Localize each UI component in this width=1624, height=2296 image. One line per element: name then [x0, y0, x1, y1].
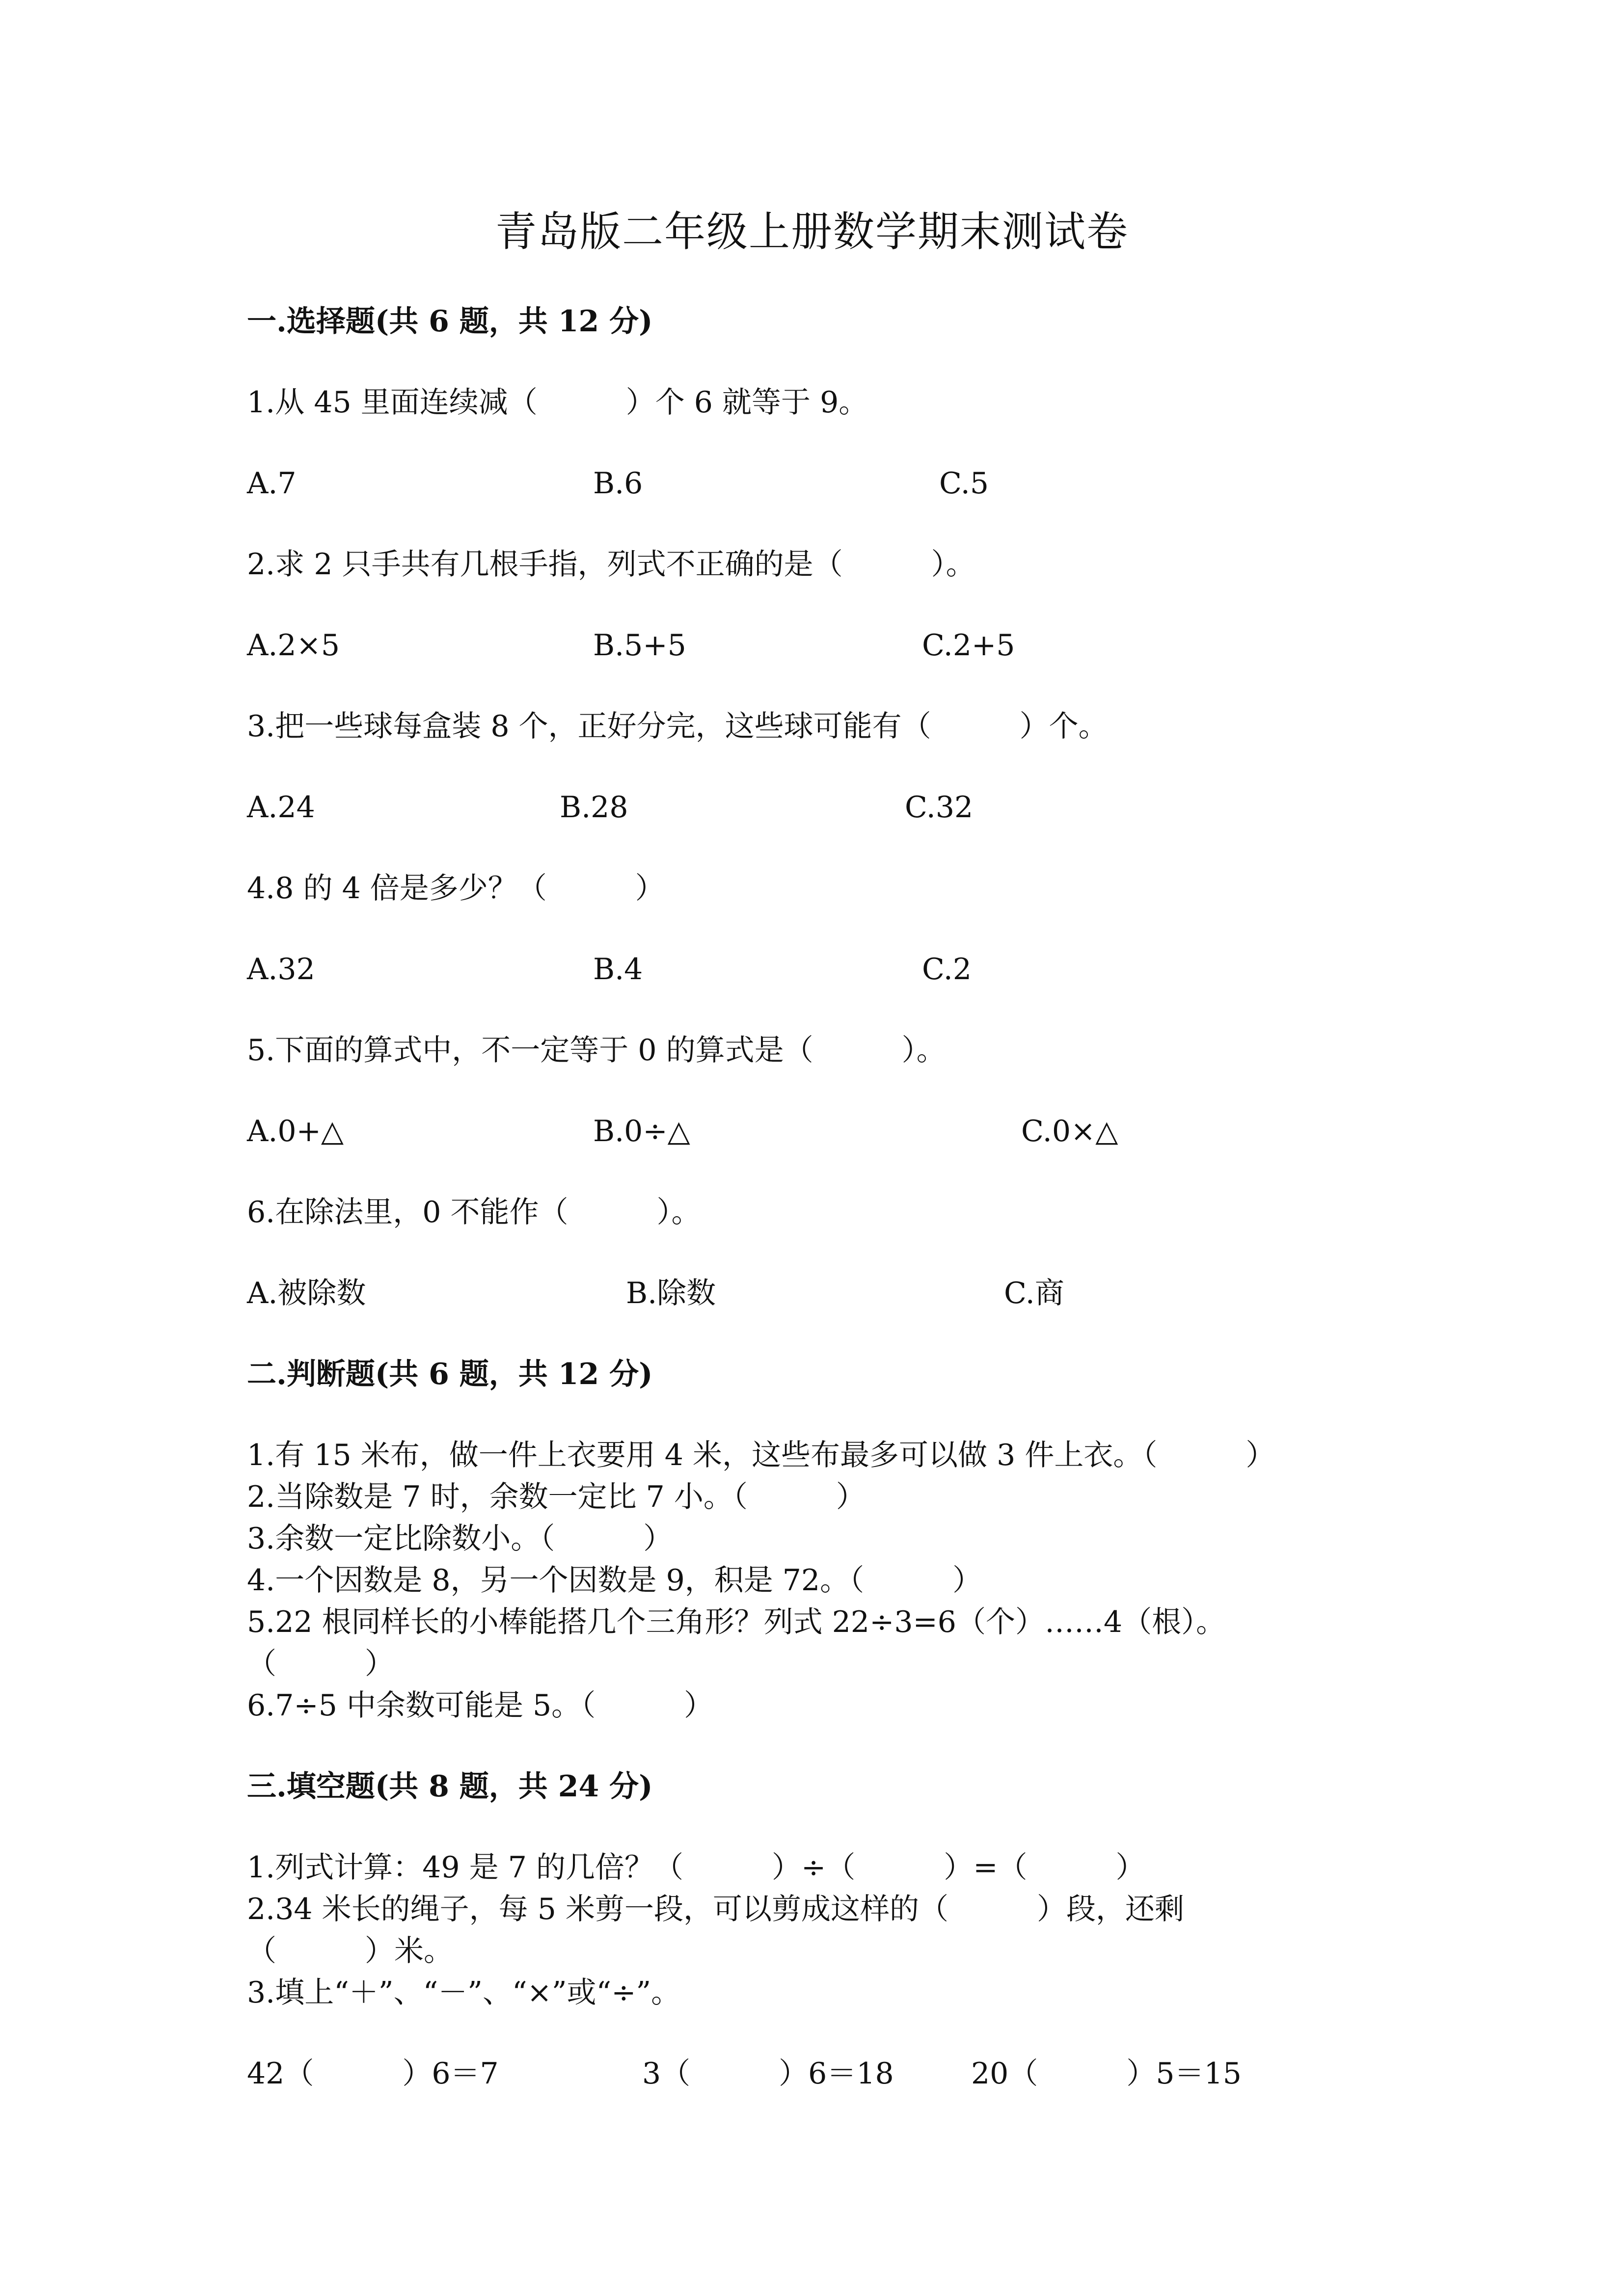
section-heading: 二.判断题(共 6 题，共 12 分) — [247, 1357, 653, 1391]
judgement-line: 3.余数一定比除数小。（ ） — [247, 1522, 673, 1556]
judgement-line: 4.一个因数是 8，另一个因数是 9，积是 72。（ ） — [247, 1563, 982, 1598]
option-a: A.被除数 — [247, 1276, 366, 1310]
option-b: B.4 — [593, 952, 643, 987]
option-c: C.2 — [922, 952, 972, 987]
option-a: A.0+△ — [247, 1114, 344, 1148]
question-text: 2.求 2 只手共有几根手指，列式不正确的是（ ）。 — [247, 547, 975, 582]
equation: 3（ ）6＝18 — [642, 2056, 894, 2091]
option-c: C.32 — [905, 790, 974, 825]
question-text: 3.把一些球每盒装 8 个，正好分完，这些球可能有（ ）个。 — [247, 709, 1108, 744]
fill-line: 1.列式计算：49 是 7 的几倍？（ ）÷（ ）=（ ） — [247, 1850, 1145, 1885]
page-title: 青岛版二年级上册数学期末测试卷 — [495, 208, 1129, 256]
fill-line: 2.34 米长的绳子，每 5 米剪一段，可以剪成这样的（ ）段，还剩 — [247, 1892, 1184, 1926]
question-text: 6.在除法里，0 不能作（ ）。 — [247, 1195, 701, 1229]
question-text: 4.8 的 4 倍是多少？（ ） — [247, 871, 665, 906]
option-c: C.0×△ — [1021, 1114, 1118, 1148]
option-c: C.5 — [939, 466, 989, 501]
question-text: 5.下面的算式中，不一定等于 0 的算式是（ ）。 — [247, 1033, 946, 1068]
judgement-line: 5.22 根同样长的小棒能搭几个三角形？列式 22÷3=6（个）……4（根）。 — [247, 1605, 1226, 1639]
option-b: B.28 — [560, 790, 628, 825]
option-c: C.2+5 — [922, 628, 1015, 663]
option-b: B.6 — [593, 466, 643, 501]
option-b: B.5+5 — [593, 628, 686, 663]
option-a: A.24 — [247, 790, 315, 825]
equation: 20（ ）5＝15 — [971, 2056, 1242, 2091]
section-heading: 三.填空题(共 8 题，共 24 分) — [247, 1769, 653, 1804]
equation: 42（ ）6＝7 — [247, 2056, 499, 2091]
option-b: B.0÷△ — [593, 1114, 690, 1148]
fill-line: 3.填上“＋”、“－”、“×”或“÷”。 — [247, 1976, 681, 2010]
judgement-line: 6.7÷5 中余数可能是 5。（ ） — [247, 1688, 714, 1723]
section-heading: 一.选择题(共 6 题，共 12 分) — [247, 304, 653, 339]
question-text: 1.从 45 里面连续减（ ）个 6 就等于 9。 — [247, 385, 868, 420]
option-a: A.7 — [247, 466, 297, 501]
option-c: C.商 — [1004, 1276, 1064, 1310]
fill-line: （ ）米。 — [247, 1934, 453, 1968]
option-a: A.32 — [247, 952, 315, 987]
option-a: A.2×5 — [247, 628, 340, 663]
judgement-line: 2.当除数是 7 时，余数一定比 7 小。（ ） — [247, 1480, 866, 1514]
option-b: B.除数 — [626, 1276, 716, 1310]
judgement-line: 1.有 15 米布，做一件上衣要用 4 米，这些布最多可以做 3 件上衣。（ ） — [247, 1438, 1275, 1472]
judgement-line: （ ） — [247, 1647, 394, 1681]
